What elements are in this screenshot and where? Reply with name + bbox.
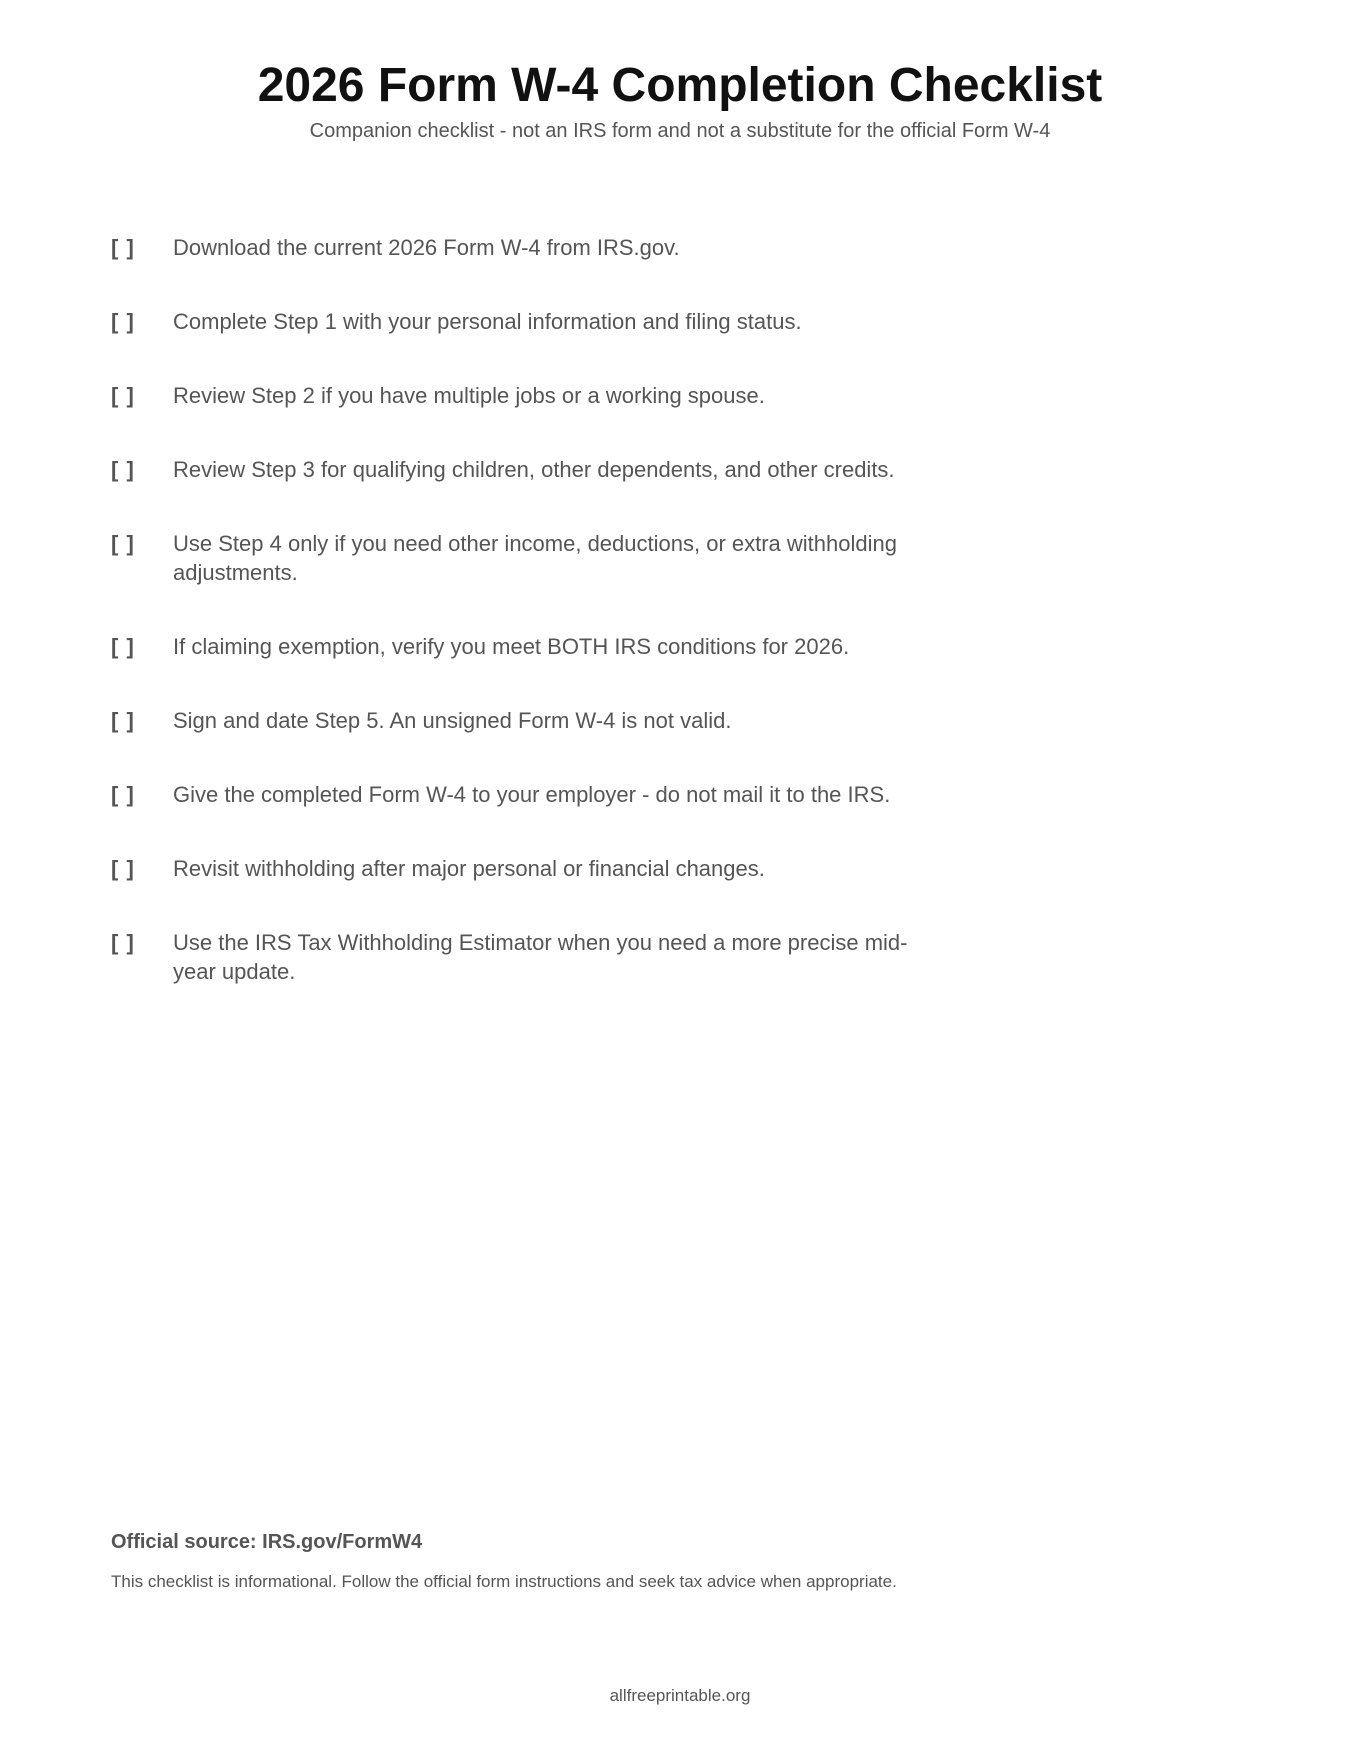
checklist-item-text: If claiming exemption, verify you meet BOTH IRS conditions for 2026.	[173, 634, 850, 659]
checkbox[interactable]: [ ]	[111, 383, 135, 408]
checklist-item-text: Review Step 3 for qualifying children, other dependents, and other credits.	[173, 457, 895, 482]
page-title: 2026 Form W-4 Completion Checklist	[257, 59, 1103, 112]
checkbox[interactable]: [ ]	[111, 457, 135, 482]
checklist-item-text: Sign and date Step 5. An unsigned Form W-4 is not valid.	[173, 708, 732, 733]
checkbox[interactable]: [ ]	[111, 782, 135, 807]
checklist-item	[111, 381, 1011, 410]
checklist-item	[111, 632, 1011, 661]
checkbox[interactable]: [ ]	[111, 856, 135, 881]
checklist-item-text: Complete Step 1 with your personal information and filing status.	[173, 309, 802, 334]
checkbox[interactable]: [ ]	[111, 235, 135, 260]
checklist-item-text: Revisit withholding after major personal or financial changes.	[173, 856, 765, 881]
checklist-item-text: Review Step 2 if you have multiple jobs or a working spouse.	[173, 383, 765, 408]
footer-site: allfreeprintable.org	[609, 1686, 751, 1705]
checklist-item-text: Use the IRS Tax Withholding Estimator when you need a more precise mid-year update.	[173, 930, 908, 984]
checkbox[interactable]: [ ]	[111, 531, 135, 556]
checklist-item	[111, 780, 1011, 809]
checkbox[interactable]: [ ]	[111, 634, 135, 659]
checklist-item	[111, 455, 1011, 484]
checklist-item	[111, 529, 1011, 587]
page-subtitle: Companion checklist - not an IRS form and not a substitute for the official Form W-4	[309, 120, 1051, 142]
checklist-item	[111, 928, 1011, 986]
official-source-note: Official source: IRS.gov/FormW4	[111, 1531, 423, 1553]
checklist-item	[111, 307, 1011, 336]
checkbox[interactable]: [ ]	[111, 708, 135, 733]
checklist-item	[111, 706, 1011, 735]
checklist-item-text: Download the current 2026 Form W-4 from IRS.gov.	[173, 235, 680, 260]
checkbox[interactable]: [ ]	[111, 930, 135, 955]
checklist	[111, 233, 1011, 1031]
checklist-item	[111, 233, 1011, 262]
checklist-item-text: Use Step 4 only if you need other income, deductions, or extra withholding adjustments.	[173, 531, 897, 585]
checklist-item-text: Give the completed Form W-4 to your employer - do not mail it to the IRS.	[173, 782, 891, 807]
checklist-item	[111, 854, 1011, 883]
checkbox[interactable]: [ ]	[111, 309, 135, 334]
disclaimer-text: This checklist is informational. Follow the official form instructions and seek tax advice when appropriate.	[111, 1572, 897, 1591]
